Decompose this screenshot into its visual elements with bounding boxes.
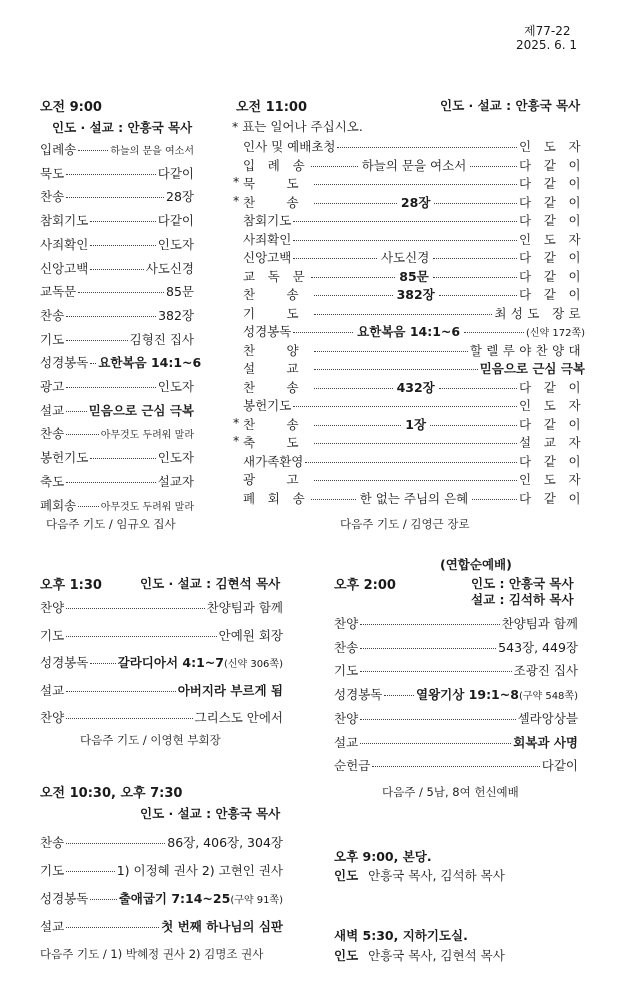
service-11-leader: 인도 · 설교 : 안흥국 목사 (440, 98, 581, 113)
row-value: 85문 (166, 284, 194, 300)
dot-leader (90, 363, 96, 364)
service-530-leader-label: 인도 (334, 948, 359, 963)
order-row (40, 681, 283, 699)
row-value: 아무것도 두려워 말라 (100, 501, 194, 513)
row-value: 안예원 회장 (218, 627, 283, 643)
order-row (40, 917, 283, 935)
row-label: 찬송 (40, 189, 65, 205)
row-value: 회복과 사명 (513, 734, 578, 750)
row-label: 입 례 송 (243, 157, 310, 173)
order-row (334, 685, 578, 703)
row-label: 인사 및 예배초청 (243, 139, 336, 154)
row-value: 열왕기상 19:1~8 (416, 687, 519, 703)
order-row (334, 614, 578, 632)
service-200-leader: 인도 : 안흥국 목사 (471, 576, 574, 591)
row-label: 교독문 (40, 284, 77, 300)
row-value: 아무것도 두려워 말라 (100, 430, 194, 442)
dot-leader (90, 663, 115, 664)
service-900-leader: 안흥국 목사, 김석하 목사 (368, 868, 505, 883)
service-11-next: 다음주 기도 / 김영근 장로 (340, 517, 470, 531)
row-value: 인 도 자 (518, 139, 585, 154)
row-value: 하늘의 문을 여소서 (110, 146, 194, 157)
dot-leader (293, 332, 353, 333)
order-row (40, 653, 283, 671)
dot-leader (360, 648, 496, 649)
row-label: 찬송 (40, 835, 65, 850)
order-row (40, 861, 283, 879)
service-11-time: 오전 11:00 (236, 100, 308, 115)
dot-leader (430, 425, 517, 426)
order-row (233, 192, 586, 211)
row-label: 참회기도 (40, 213, 89, 229)
row-label: 축도 (40, 473, 65, 489)
service-1030-next: 다음주 기도 / 1) 박혜정 권사 2) 김명조 권사 (40, 947, 264, 961)
row-value: 다같이 (157, 165, 194, 181)
service-900-leader-row (334, 866, 505, 884)
service-900-time: 오후 9:00, 본당. (334, 849, 432, 864)
order-row (40, 496, 194, 514)
row-label: 새가족환영 (243, 453, 304, 469)
dot-leader (360, 743, 511, 744)
order-row (40, 424, 194, 442)
order-row (243, 137, 585, 155)
dot-leader (464, 332, 524, 333)
dot-leader (293, 258, 377, 259)
dot-leader (384, 695, 414, 696)
row-value: 조광진 집사 (513, 663, 578, 679)
dot-leader (66, 843, 165, 844)
order-row (40, 259, 194, 277)
row-value: 543장, 449장 (498, 639, 578, 655)
row-value: 다 같 이 (518, 250, 585, 265)
row-value: 다 같 이 (518, 176, 585, 191)
order-row (233, 433, 585, 451)
row-label: 폐회송 (40, 497, 77, 513)
row-ref: (구약 91쪽) (230, 895, 283, 906)
dot-leader (360, 719, 515, 720)
row-label: 기도 (40, 863, 65, 878)
dot-leader (66, 197, 164, 198)
order-row (243, 267, 585, 285)
dot-leader (433, 277, 517, 278)
row-label: 신앙고백 (40, 260, 89, 276)
dot-leader (78, 150, 108, 151)
order-row (243, 322, 585, 340)
dot-leader (314, 203, 397, 204)
row-value: 믿음으로 근심 극복 (88, 402, 194, 418)
dot-leader (293, 240, 517, 241)
service-200-tag: (연합순예배) (440, 557, 512, 572)
row-value: 찬양팀과 함께 (501, 616, 578, 631)
issue-date: 2025. 6. 1 (516, 38, 578, 52)
row-label: 설교 (334, 734, 359, 750)
row-value: 다 같 이 (518, 379, 586, 395)
row-value: 다 같 이 (518, 268, 586, 284)
order-row (334, 756, 578, 774)
row-label: 찬송 (40, 307, 65, 323)
row-detail: 1장 (405, 416, 427, 432)
row-label: 기도 (40, 331, 65, 347)
service-130-leader: 인도 · 설교 : 김현석 목사 (140, 576, 281, 591)
order-row (40, 306, 194, 324)
row-label: 찬송 (40, 426, 65, 442)
dot-leader (90, 458, 155, 459)
row-label: 사죄확인 (243, 231, 292, 247)
row-label: 찬 송 (243, 416, 313, 432)
dot-leader (66, 316, 156, 317)
row-label: 사죄확인 (40, 236, 89, 252)
order-row (40, 353, 202, 371)
dot-leader (293, 406, 517, 407)
row-value: 인도자 (157, 379, 194, 394)
service-9-time: 오전 9:00 (40, 100, 102, 115)
row-label: 참회기도 (243, 213, 292, 228)
dot-leader (78, 292, 164, 293)
dot-leader (66, 718, 192, 719)
row-label: 성경봉독 (40, 891, 89, 906)
order-row (40, 377, 194, 395)
order-row (40, 401, 194, 419)
row-label: 입례송 (40, 142, 77, 157)
dot-leader (314, 480, 517, 481)
dot-leader (66, 691, 176, 692)
dot-leader (66, 871, 115, 872)
dot-leader (66, 636, 216, 637)
row-label: 신앙고백 (243, 250, 292, 265)
service-130-time: 오후 1:30 (40, 578, 102, 593)
row-label: 기도 (40, 627, 65, 643)
order-row (40, 211, 194, 229)
order-row (243, 470, 585, 488)
order-row (40, 626, 283, 644)
row-label: 성경봉독 (334, 687, 383, 703)
dot-leader (78, 506, 98, 507)
row-ref: (구약 548쪽) (518, 691, 578, 703)
order-row (233, 174, 585, 192)
row-label: 설 교 (243, 361, 313, 376)
dot-leader (434, 203, 517, 204)
order-row (40, 282, 194, 300)
order-row (334, 661, 578, 679)
order-row (243, 452, 585, 470)
order-row (243, 304, 585, 322)
dot-leader (360, 671, 511, 672)
row-detail: 432장 (396, 379, 435, 395)
order-row (243, 156, 585, 174)
service-200-time: 오후 2:00 (334, 578, 396, 593)
row-value: 셀라앙상블 (517, 710, 578, 726)
dot-leader (90, 269, 143, 270)
dot-leader (66, 927, 159, 928)
dot-leader (66, 340, 127, 341)
row-value: 최성도 장로 (494, 305, 585, 321)
row-label: 교 독 문 (243, 268, 310, 284)
dot-leader (360, 624, 499, 625)
dot-leader (439, 388, 517, 389)
order-row (40, 140, 194, 158)
row-label: 설교 (40, 919, 65, 934)
dot-leader (66, 482, 156, 483)
dot-leader (305, 462, 517, 463)
row-label: 찬 송 (243, 379, 313, 395)
dot-leader (314, 388, 392, 389)
dot-leader (66, 387, 156, 388)
service-200-next: 다음주 / 5남, 8여 헌신예배 (382, 785, 519, 799)
row-value: 86장, 406장, 304장 (167, 835, 283, 850)
row-detail: 382장 (396, 287, 435, 302)
row-value: 찬양팀과 함께 (206, 600, 283, 615)
order-row (40, 330, 194, 348)
row-value: 382장 (158, 307, 194, 323)
row-label: 찬 송 (243, 194, 313, 210)
row-value: 1) 이정혜 권사 2) 고현인 권사 (116, 863, 283, 878)
dot-leader (433, 258, 517, 259)
order-row (334, 733, 578, 751)
dot-leader (66, 174, 156, 175)
row-value: 출애굽기 7:14~25 (118, 891, 231, 906)
row-value: 설교자 (157, 473, 194, 489)
row-value: 다 같 이 (518, 157, 585, 173)
row-value: 다같이 (541, 758, 578, 774)
dot-leader (314, 369, 477, 370)
order-row (243, 248, 585, 266)
order-row (40, 833, 283, 851)
dot-leader (90, 899, 116, 900)
row-label: 폐 회 송 (243, 490, 310, 506)
dot-leader (311, 166, 358, 167)
row-label: 기도 (334, 663, 359, 679)
row-value: 인 도 자 (518, 398, 585, 413)
dot-leader (90, 245, 155, 246)
row-value: 믿음으로 근심 극복 (479, 361, 585, 376)
stand-mark: * (233, 174, 240, 189)
row-value: 설 교 자 (518, 435, 585, 450)
row-value: 할렐루야찬양대 (469, 342, 585, 358)
row-label: 축 도 (243, 435, 313, 450)
row-value: 다 같 이 (518, 453, 585, 469)
order-row (243, 211, 585, 229)
row-detail: 한 없는 주님의 은혜 (359, 490, 469, 506)
dot-leader (470, 166, 517, 167)
dot-leader (337, 147, 516, 148)
service-900-leader-label: 인도 (334, 868, 359, 883)
order-row (40, 164, 194, 182)
service-530-time: 새벽 5:30, 지하기도실. (334, 928, 468, 943)
row-ref: (신약 306쪽) (223, 659, 283, 670)
order-row (243, 359, 585, 377)
order-row (243, 230, 585, 248)
order-row (243, 378, 585, 396)
row-label: 설교 (40, 682, 65, 698)
row-detail: 하늘의 문을 여소서 (361, 157, 467, 173)
row-value: 다 같 이 (518, 213, 585, 228)
row-label: 봉헌기도 (243, 398, 292, 413)
row-label: 설교 (40, 402, 65, 418)
service-1030-time: 오전 10:30, 오후 7:30 (40, 786, 183, 801)
row-label: 광고 (40, 379, 65, 394)
order-row (40, 708, 283, 726)
row-label: 묵 도 (243, 176, 313, 191)
order-row (243, 396, 585, 414)
row-label: 봉헌기도 (40, 450, 89, 466)
row-value: 다같이 (157, 213, 194, 229)
order-row (243, 285, 585, 303)
order-row (40, 598, 283, 616)
dot-leader (314, 425, 401, 426)
order-row (40, 235, 194, 253)
dot-leader (314, 184, 517, 185)
row-detail: 28장 (400, 194, 431, 210)
row-label: 찬송 (334, 639, 359, 655)
row-label: 성경봉독 (243, 324, 292, 339)
row-value: 인도자 (157, 450, 194, 466)
order-row (243, 489, 585, 507)
order-row (334, 638, 578, 656)
row-label: 광 고 (243, 472, 313, 487)
row-detail: 요한복음 14:1~6 (357, 324, 461, 339)
service-11-note: * 표는 일어나 주십시오. (232, 119, 363, 134)
row-value: 첫 번째 하나님의 심판 (161, 919, 283, 934)
order-row (40, 472, 194, 490)
row-detail: 사도신경 (380, 250, 430, 265)
dot-leader (90, 221, 155, 222)
row-value: 인 도 자 (518, 231, 585, 247)
dot-leader (66, 434, 99, 435)
row-label: 찬양 (40, 710, 65, 725)
row-value: 인도자 (157, 236, 194, 252)
dot-leader (311, 277, 395, 278)
row-detail: 85문 (399, 268, 429, 284)
row-value: 김형진 집사 (129, 331, 194, 347)
dot-leader (314, 314, 492, 315)
row-value: 다 같 이 (518, 416, 585, 432)
order-row (40, 448, 194, 466)
row-label: 성경봉독 (40, 355, 89, 371)
row-label: 찬양 (334, 616, 359, 631)
dot-leader (66, 608, 204, 609)
service-530-leader-row (334, 946, 505, 964)
row-value: 요한복음 14:1~6 (98, 355, 202, 371)
row-value: 그리스도 안에서 (194, 710, 283, 725)
dot-leader (66, 411, 87, 412)
row-label: 묵도 (40, 165, 65, 181)
service-9-next: 다음주 기도 / 임규오 집사 (46, 517, 176, 531)
stand-mark: * (233, 414, 240, 430)
order-row (40, 187, 194, 205)
row-value: 갈라디아서 4:1~7 (117, 655, 224, 670)
row-label: 기 도 (243, 305, 313, 321)
service-9-leader: 인도 · 설교 : 안흥국 목사 (52, 120, 193, 135)
row-value: 다 같 이 (518, 287, 586, 302)
order-row (40, 889, 283, 907)
dot-leader (293, 221, 517, 222)
order-row (334, 709, 578, 727)
row-value: 사도신경 (145, 260, 194, 276)
stand-mark: * (233, 433, 240, 448)
row-label: 성경봉독 (40, 655, 89, 670)
service-1030-leader: 인도 · 설교 : 안흥국 목사 (140, 806, 281, 821)
row-label: 찬양 (40, 600, 65, 615)
dot-leader (472, 499, 517, 500)
row-label: 찬 양 (243, 342, 313, 358)
row-value: (신약 172쪽) (525, 328, 586, 339)
row-value: 다 같 이 (518, 194, 586, 210)
order-row (243, 341, 585, 359)
row-value: 28장 (166, 189, 194, 205)
service-130-next: 다음주 기도 / 이영현 부회장 (80, 733, 221, 747)
row-value: 다 같 이 (518, 490, 585, 506)
row-label: 찬 송 (243, 287, 313, 302)
row-value: 인 도 자 (518, 472, 585, 487)
stand-mark: * (233, 192, 240, 208)
dot-leader (314, 351, 467, 352)
dot-leader (314, 443, 517, 444)
dot-leader (314, 295, 392, 296)
dot-leader (372, 766, 540, 767)
row-label: 순헌금 (334, 758, 371, 774)
order-row (233, 414, 585, 433)
dot-leader (439, 295, 517, 296)
issue-number: 제77-22 (524, 24, 571, 38)
row-label: 찬양 (334, 710, 359, 726)
service-530-leader: 안흥국 목사, 김현석 목사 (368, 948, 505, 963)
row-value: 아버지라 부르게 됨 (177, 682, 283, 698)
service-200-preacher: 설교 : 김석하 목사 (471, 592, 574, 607)
dot-leader (311, 499, 356, 500)
